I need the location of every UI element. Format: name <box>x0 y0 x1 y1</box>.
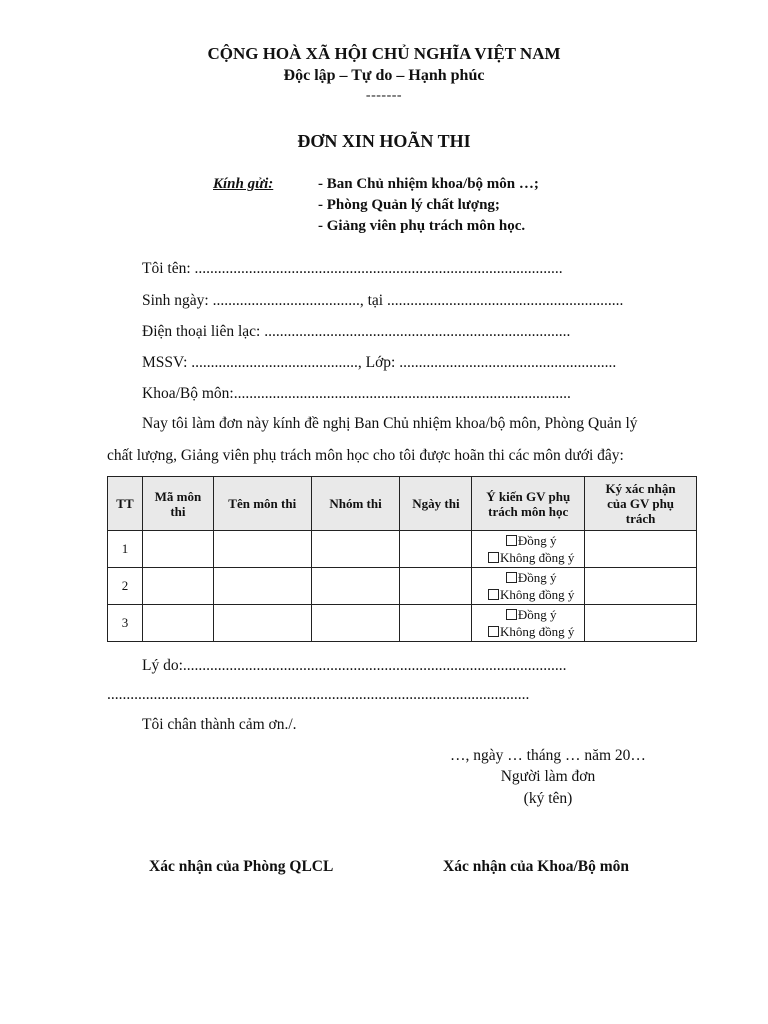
request-text-line2: chất lượng, Giảng viên phụ trách môn học cho tôi được hoãn thi các môn dưới đây: <box>107 447 624 464</box>
agree-label: Đồng ý <box>517 607 557 622</box>
header-divider: ------- <box>365 88 403 103</box>
exam-group-cell[interactable] <box>311 568 400 605</box>
exam-table <box>107 476 697 642</box>
agree-label: Đồng ý <box>517 533 557 548</box>
subject-name-cell[interactable] <box>213 605 311 642</box>
field-name: Tôi tên: ............................................................................................... <box>142 260 563 277</box>
table-row <box>108 568 697 605</box>
recipient-item: - Phòng Quản lý chất lượng; <box>318 197 500 213</box>
nation-heading: CỘNG HOÀ XÃ HỘI CHỦ NGHĨA VIỆT NAM <box>207 44 561 63</box>
disagree-option[interactable] <box>478 586 584 603</box>
col-subject-name: Tên môn thi <box>213 477 311 531</box>
checkbox-icon[interactable] <box>488 626 499 637</box>
table-header-row <box>108 477 697 531</box>
table-row <box>108 605 697 642</box>
field-birth: Sinh ngày: ......................................, tại ............................................................. <box>142 292 624 309</box>
exam-group-cell[interactable] <box>311 605 400 642</box>
opinion-cell <box>472 605 585 642</box>
col-tt: TT <box>108 477 143 531</box>
field-phone: Điện thoại liên lạc: ............................................................................... <box>142 323 571 340</box>
recipients-label: Kính gửi: <box>213 176 274 192</box>
recipient-item: - Giảng viên phụ trách môn học. <box>318 218 526 234</box>
row-number: 1 <box>108 531 143 568</box>
col-lecturer-signature: Ký xác nhận của GV phụ trách <box>585 477 697 531</box>
signature-cell[interactable] <box>585 531 697 568</box>
disagree-label: Không đồng ý <box>500 624 575 639</box>
exam-group-cell[interactable] <box>311 531 400 568</box>
row-number: 2 <box>108 568 143 605</box>
agree-option[interactable] <box>478 532 584 549</box>
exam-date-cell[interactable] <box>400 605 472 642</box>
opinion-cell <box>472 568 585 605</box>
thanks-text: Tôi chân thành cảm ơn./. <box>142 716 297 733</box>
disagree-option[interactable] <box>478 623 584 640</box>
recipient-item: - Ban Chủ nhiệm khoa/bộ môn …; <box>318 176 539 192</box>
opinion-cell <box>472 531 585 568</box>
row-number: 3 <box>108 605 143 642</box>
agree-label: Đồng ý <box>517 570 557 585</box>
subject-code-cell[interactable] <box>142 605 213 642</box>
reason-line2: ............................................................................................................. <box>107 686 530 703</box>
subject-code-cell[interactable] <box>142 568 213 605</box>
subject-name-cell[interactable] <box>213 531 311 568</box>
document-title: ĐƠN XIN HOÃN THI <box>297 131 471 151</box>
subject-name-cell[interactable] <box>213 568 311 605</box>
confirm-qlcl: Xác nhận của Phòng QLCL <box>149 858 334 875</box>
signature-role: Người làm đơn <box>500 768 596 785</box>
checkbox-icon[interactable] <box>506 572 517 583</box>
checkbox-icon[interactable] <box>506 535 517 546</box>
field-faculty: Khoa/Bộ môn:....................................................................................... <box>142 385 571 402</box>
checkbox-icon[interactable] <box>506 609 517 620</box>
signature-cell[interactable] <box>585 605 697 642</box>
exam-date-cell[interactable] <box>400 568 472 605</box>
disagree-label: Không đồng ý <box>500 587 575 602</box>
col-lecturer-opinion: Ý kiến GV phụ trách môn học <box>472 477 585 531</box>
col-exam-date: Ngày thi <box>400 477 472 531</box>
table-row <box>108 531 697 568</box>
signature-note: (ký tên) <box>523 790 573 807</box>
col-subject-code: Mã môn thi <box>142 477 213 531</box>
request-text-line1: Nay tôi làm đơn này kính đề nghị Ban Chủ nhiệm khoa/bộ môn, Phòng Quản lý <box>142 415 638 432</box>
agree-option[interactable] <box>478 606 584 623</box>
col-exam-group: Nhóm thi <box>311 477 400 531</box>
field-student-id: MSSV: ..........................................., Lớp: ........................................................ <box>142 354 617 371</box>
disagree-label: Không đồng ý <box>500 550 575 565</box>
signature-cell[interactable] <box>585 568 697 605</box>
agree-option[interactable] <box>478 569 584 586</box>
confirm-faculty: Xác nhận của Khoa/Bộ môn <box>443 858 630 875</box>
signature-date: …, ngày … tháng … năm 20… <box>450 747 646 764</box>
motto-heading: Độc lập – Tự do – Hạnh phúc <box>283 67 485 84</box>
checkbox-icon[interactable] <box>488 589 499 600</box>
reason-line1: Lý do:................................................................................................... <box>142 657 567 674</box>
disagree-option[interactable] <box>478 549 584 566</box>
exam-date-cell[interactable] <box>400 531 472 568</box>
checkbox-icon[interactable] <box>488 552 499 563</box>
subject-code-cell[interactable] <box>142 531 213 568</box>
